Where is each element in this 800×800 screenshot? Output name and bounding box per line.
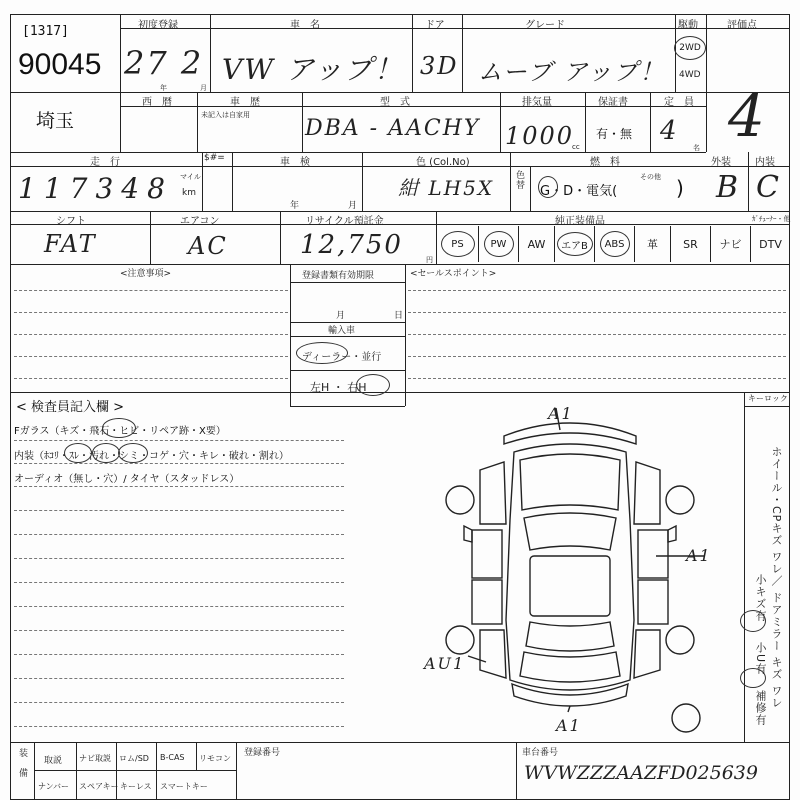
header-strip-line bbox=[10, 166, 790, 167]
col-line bbox=[362, 152, 363, 211]
left-rear-fender bbox=[480, 630, 506, 678]
recycle-label: リサイクル預託金 bbox=[305, 216, 384, 227]
stain-circle bbox=[118, 443, 148, 463]
steering-value: 左H ・ 右H bbox=[310, 381, 367, 394]
inspector-rule bbox=[14, 558, 344, 559]
import-label: 輸入車 bbox=[328, 326, 356, 336]
inspector-rule bbox=[14, 726, 344, 727]
shaken-year-unit: 年 bbox=[290, 201, 300, 211]
equip-airbag bbox=[554, 226, 594, 262]
lot-number: 90045 bbox=[18, 48, 102, 81]
chassis-value: WVWZZZAAZFD025639 bbox=[524, 762, 758, 784]
rear-bumper bbox=[512, 684, 628, 706]
header-strip-line bbox=[10, 224, 790, 225]
drive-label: 駆動 bbox=[678, 20, 698, 31]
footer-keyless: キーレス bbox=[120, 782, 152, 791]
mileage-label: 走 行 bbox=[90, 157, 120, 168]
left-rear-door bbox=[472, 580, 502, 624]
col-line bbox=[302, 92, 303, 152]
inspector-line-interior: 内装（ﾎｺﾘ・ｽﾚ・汚れ・シミ・コゲ・穴・キレ・破れ・割れ） bbox=[14, 451, 289, 462]
right-front-door bbox=[638, 530, 668, 578]
col-line bbox=[290, 264, 291, 392]
year-unit: 年 bbox=[160, 84, 167, 92]
reg-box-line bbox=[290, 282, 405, 283]
wheel-left-front bbox=[446, 486, 474, 514]
shift-label: シフト bbox=[56, 216, 86, 227]
region: 埼玉 bbox=[36, 110, 75, 132]
damage-front: A1 bbox=[548, 404, 574, 423]
small-dent-circle bbox=[740, 668, 766, 688]
rear-damage-pointer bbox=[568, 706, 570, 712]
aircon-value: AC bbox=[188, 232, 228, 260]
equip-ps bbox=[436, 226, 478, 262]
car-name-label: 車 名 bbox=[290, 20, 320, 31]
col-line bbox=[748, 152, 749, 211]
fuel-gasoline-circle bbox=[538, 176, 558, 198]
mirror-note: ドアミラー キズ ワレ bbox=[770, 592, 783, 709]
inspector-rule bbox=[14, 486, 344, 487]
color-label: 色 (Col.No) bbox=[416, 157, 470, 168]
fuel-label: 燃 料 bbox=[590, 157, 620, 168]
equip-aw: AW bbox=[518, 226, 554, 262]
col-line bbox=[150, 211, 151, 264]
shaken-label: 車 検 bbox=[280, 157, 310, 168]
col-line bbox=[650, 92, 651, 152]
col-line bbox=[236, 742, 237, 800]
dealer-circle bbox=[296, 342, 348, 364]
col-line bbox=[76, 742, 77, 800]
trunk bbox=[520, 652, 620, 682]
inspector-rule bbox=[14, 654, 344, 655]
right-rear-door bbox=[638, 580, 668, 624]
equip-dtv: DTV bbox=[750, 226, 790, 262]
row-line bbox=[10, 211, 790, 212]
col-line bbox=[405, 264, 406, 406]
equip-pw bbox=[478, 226, 518, 262]
col-line bbox=[280, 211, 281, 264]
right-hand-circle bbox=[356, 374, 390, 396]
row-line bbox=[10, 264, 790, 265]
col-line bbox=[530, 166, 531, 211]
cc-unit: cc bbox=[572, 143, 580, 151]
dust-circle bbox=[64, 443, 92, 463]
note-rule bbox=[14, 312, 288, 313]
inspector-rule bbox=[14, 582, 344, 583]
drive-4wd: 4WD bbox=[679, 70, 701, 80]
model-value: DBA - AACHY bbox=[305, 116, 481, 141]
col-line bbox=[500, 92, 501, 152]
equip-abs bbox=[594, 226, 634, 262]
right-mirror bbox=[668, 526, 676, 542]
grade-label: グレード bbox=[525, 20, 565, 31]
equip-airbag-circle: エアB bbox=[557, 232, 593, 256]
footer-spare-key: スペアキー bbox=[79, 782, 119, 791]
footer-mid-line bbox=[34, 770, 236, 771]
footer-rom-sd: ロム/SD bbox=[119, 754, 149, 763]
windshield bbox=[524, 513, 616, 550]
door-label: ドア bbox=[425, 20, 445, 31]
caution-label: <注意事項> bbox=[120, 269, 172, 279]
mileage-unit-mile: マイル bbox=[180, 173, 201, 181]
footer-bcas: B-CAS bbox=[160, 753, 185, 762]
keylock-label: キーロック bbox=[748, 394, 788, 403]
equip-ps-circle: PS bbox=[441, 231, 475, 257]
exterior-value: B bbox=[716, 170, 741, 205]
note-rule bbox=[14, 378, 288, 379]
note-rule bbox=[14, 290, 288, 291]
col-line bbox=[585, 92, 586, 152]
equipment-side-label: 装 備 bbox=[17, 748, 27, 778]
row-line bbox=[10, 742, 790, 743]
col-line bbox=[210, 14, 211, 92]
capacity-unit: 名 bbox=[693, 144, 700, 152]
warranty-value: 有・無 bbox=[596, 127, 633, 141]
interior-label: 内装 bbox=[755, 157, 775, 168]
first-reg-value: 27 2 bbox=[124, 44, 204, 82]
small-scratch-note: 小キズ有 bbox=[754, 574, 767, 622]
dealer-value: ディーラー・並行 bbox=[302, 352, 382, 363]
tuner-label: ｶﾞﾁｭｰﾅｰ・他 bbox=[752, 215, 791, 223]
reg-docs-label: 登録書類有効期限 bbox=[302, 271, 375, 281]
footer-remote: リモコン bbox=[199, 754, 231, 763]
first-reg-label: 初度登録 bbox=[138, 20, 178, 31]
inspector-line-audio: オーディオ（無し・穴）/ タイヤ（スタッドレス） bbox=[14, 474, 240, 485]
small-scratch-circle bbox=[740, 610, 766, 632]
col-line bbox=[412, 14, 413, 92]
reg-docs-day: 日 bbox=[394, 311, 404, 321]
shaken-month-unit: 月 bbox=[348, 201, 358, 211]
small-dent-note: 小U有 bbox=[754, 642, 767, 676]
stone-chip-circle bbox=[102, 418, 136, 438]
score-label: 評価点 bbox=[727, 20, 757, 31]
footer-smart-key: スマートキー bbox=[160, 782, 208, 791]
reg-docs-month: 月 bbox=[336, 311, 346, 321]
inspector-title: < 検査員記入欄 > bbox=[16, 400, 125, 415]
seireki-label: 西 暦 bbox=[142, 97, 172, 108]
col-line bbox=[120, 92, 121, 152]
footer-plate: ナンバー bbox=[38, 782, 70, 791]
damage-right: A1 bbox=[686, 546, 712, 565]
reg-box-line bbox=[290, 336, 405, 337]
col-line bbox=[197, 92, 198, 152]
exterior-label: 外装 bbox=[711, 157, 731, 168]
inspector-line-windshield: Fガラス（キズ・飛石・ヒビ・リペア跡・X要） bbox=[14, 426, 226, 437]
footer-manual: 取説 bbox=[44, 756, 63, 766]
lot-code: [1317] bbox=[22, 24, 69, 39]
wheel-note: ホイール・CPキズ ワレ／ bbox=[770, 446, 783, 587]
equip-pw-circle: PW bbox=[484, 231, 514, 257]
damage-rear: A1 bbox=[556, 716, 582, 735]
col-line bbox=[196, 742, 197, 770]
fuel-value: G・D・電気( bbox=[540, 184, 618, 199]
inspector-rule bbox=[14, 440, 344, 441]
equipment-label: 純正装備品 bbox=[555, 216, 605, 227]
grade-value: ムーブ アップ！ bbox=[478, 58, 666, 86]
inspector-rule bbox=[14, 463, 344, 464]
yen-unit: 円 bbox=[426, 256, 433, 264]
col-line bbox=[462, 14, 463, 92]
equip-navi: ナビ bbox=[710, 226, 750, 262]
left-mirror bbox=[464, 526, 472, 542]
col-line bbox=[120, 14, 121, 92]
recycle-value: 12,750 bbox=[300, 230, 403, 260]
drive-2wd: 2WD bbox=[674, 36, 706, 60]
capacity-label: 定 員 bbox=[664, 97, 694, 108]
car-damage-diagram bbox=[420, 400, 720, 740]
repair-note: 補修有 bbox=[754, 690, 767, 726]
right-front-fender bbox=[634, 462, 660, 524]
reg-number-label: 登録番号 bbox=[244, 748, 281, 758]
door-value: 3D bbox=[420, 52, 459, 80]
inspector-rule bbox=[14, 678, 344, 679]
left-front-fender bbox=[480, 462, 506, 524]
reg-box-bottom bbox=[290, 406, 405, 407]
damage-left: AU1 bbox=[424, 654, 466, 673]
reg-box-line bbox=[290, 370, 405, 371]
hood bbox=[520, 454, 620, 510]
spare-tire bbox=[672, 704, 700, 732]
col-line bbox=[156, 742, 157, 800]
wheel-right-rear bbox=[666, 626, 694, 654]
month-unit: 月 bbox=[200, 84, 207, 92]
col-line bbox=[516, 742, 517, 800]
car-name-value: VW アップ！ bbox=[222, 53, 404, 86]
roof bbox=[530, 556, 610, 616]
capacity-value: 4 bbox=[660, 116, 679, 146]
fuel-other: その他 bbox=[640, 173, 661, 181]
score-value: 4 bbox=[728, 82, 767, 150]
note-rule bbox=[408, 356, 786, 357]
inspector-rule bbox=[14, 702, 344, 703]
history-label: 車 歴 bbox=[230, 97, 260, 108]
color-change-label: 色替 bbox=[514, 170, 524, 190]
shift-value: FAT bbox=[44, 230, 97, 258]
inspector-rule bbox=[14, 606, 344, 607]
displacement-value: 1000 bbox=[505, 122, 575, 150]
col-line bbox=[744, 392, 745, 742]
front-bumper bbox=[504, 423, 636, 444]
col-line bbox=[232, 152, 233, 211]
chassis-label: 車台番号 bbox=[522, 748, 559, 758]
note-rule bbox=[408, 378, 786, 379]
keylock-line bbox=[744, 406, 790, 407]
sdollar-label: $#= bbox=[204, 153, 225, 163]
inspector-rule bbox=[14, 630, 344, 631]
rub-circle bbox=[92, 443, 120, 463]
sales-point-label: <セールスポイント> bbox=[410, 269, 497, 279]
col-line bbox=[34, 742, 35, 800]
note-rule bbox=[408, 334, 786, 335]
footer-navi-manual: ナビ取説 bbox=[79, 754, 111, 763]
note-rule bbox=[408, 312, 786, 313]
interior-value: C bbox=[756, 170, 781, 205]
equip-leather: 革 bbox=[634, 226, 670, 262]
body-outline bbox=[506, 444, 634, 690]
row-line bbox=[10, 392, 790, 393]
color-value: 紺 LH5X bbox=[398, 176, 495, 200]
model-label: 型 式 bbox=[380, 97, 410, 108]
displacement-label: 排気量 bbox=[522, 97, 552, 108]
inspector-rule bbox=[14, 510, 344, 511]
col-line bbox=[706, 14, 707, 152]
mileage-value: 117348 bbox=[18, 172, 173, 205]
left-damage-pointer bbox=[468, 656, 486, 662]
note-rule bbox=[14, 356, 288, 357]
col-line bbox=[510, 152, 511, 211]
wheel-right-front bbox=[666, 486, 694, 514]
fuel-close: ) bbox=[676, 176, 684, 200]
equip-sunroof: SR bbox=[670, 226, 710, 262]
inspector-rule bbox=[14, 534, 344, 535]
wheel-left-rear bbox=[446, 626, 474, 654]
warranty-label: 保証書 bbox=[598, 97, 628, 108]
reg-box-left bbox=[290, 392, 291, 406]
mileage-unit-km: km bbox=[182, 188, 196, 198]
right-rear-fender bbox=[634, 630, 660, 678]
note-rule bbox=[14, 334, 288, 335]
left-front-door bbox=[472, 530, 502, 578]
aircon-label: エアコン bbox=[180, 216, 220, 227]
rear-window bbox=[526, 622, 614, 651]
col-line bbox=[202, 152, 203, 211]
history-note: 未記入は自家用 bbox=[201, 111, 250, 119]
equip-abs-circle: ABS bbox=[600, 231, 630, 257]
note-rule bbox=[408, 290, 786, 291]
